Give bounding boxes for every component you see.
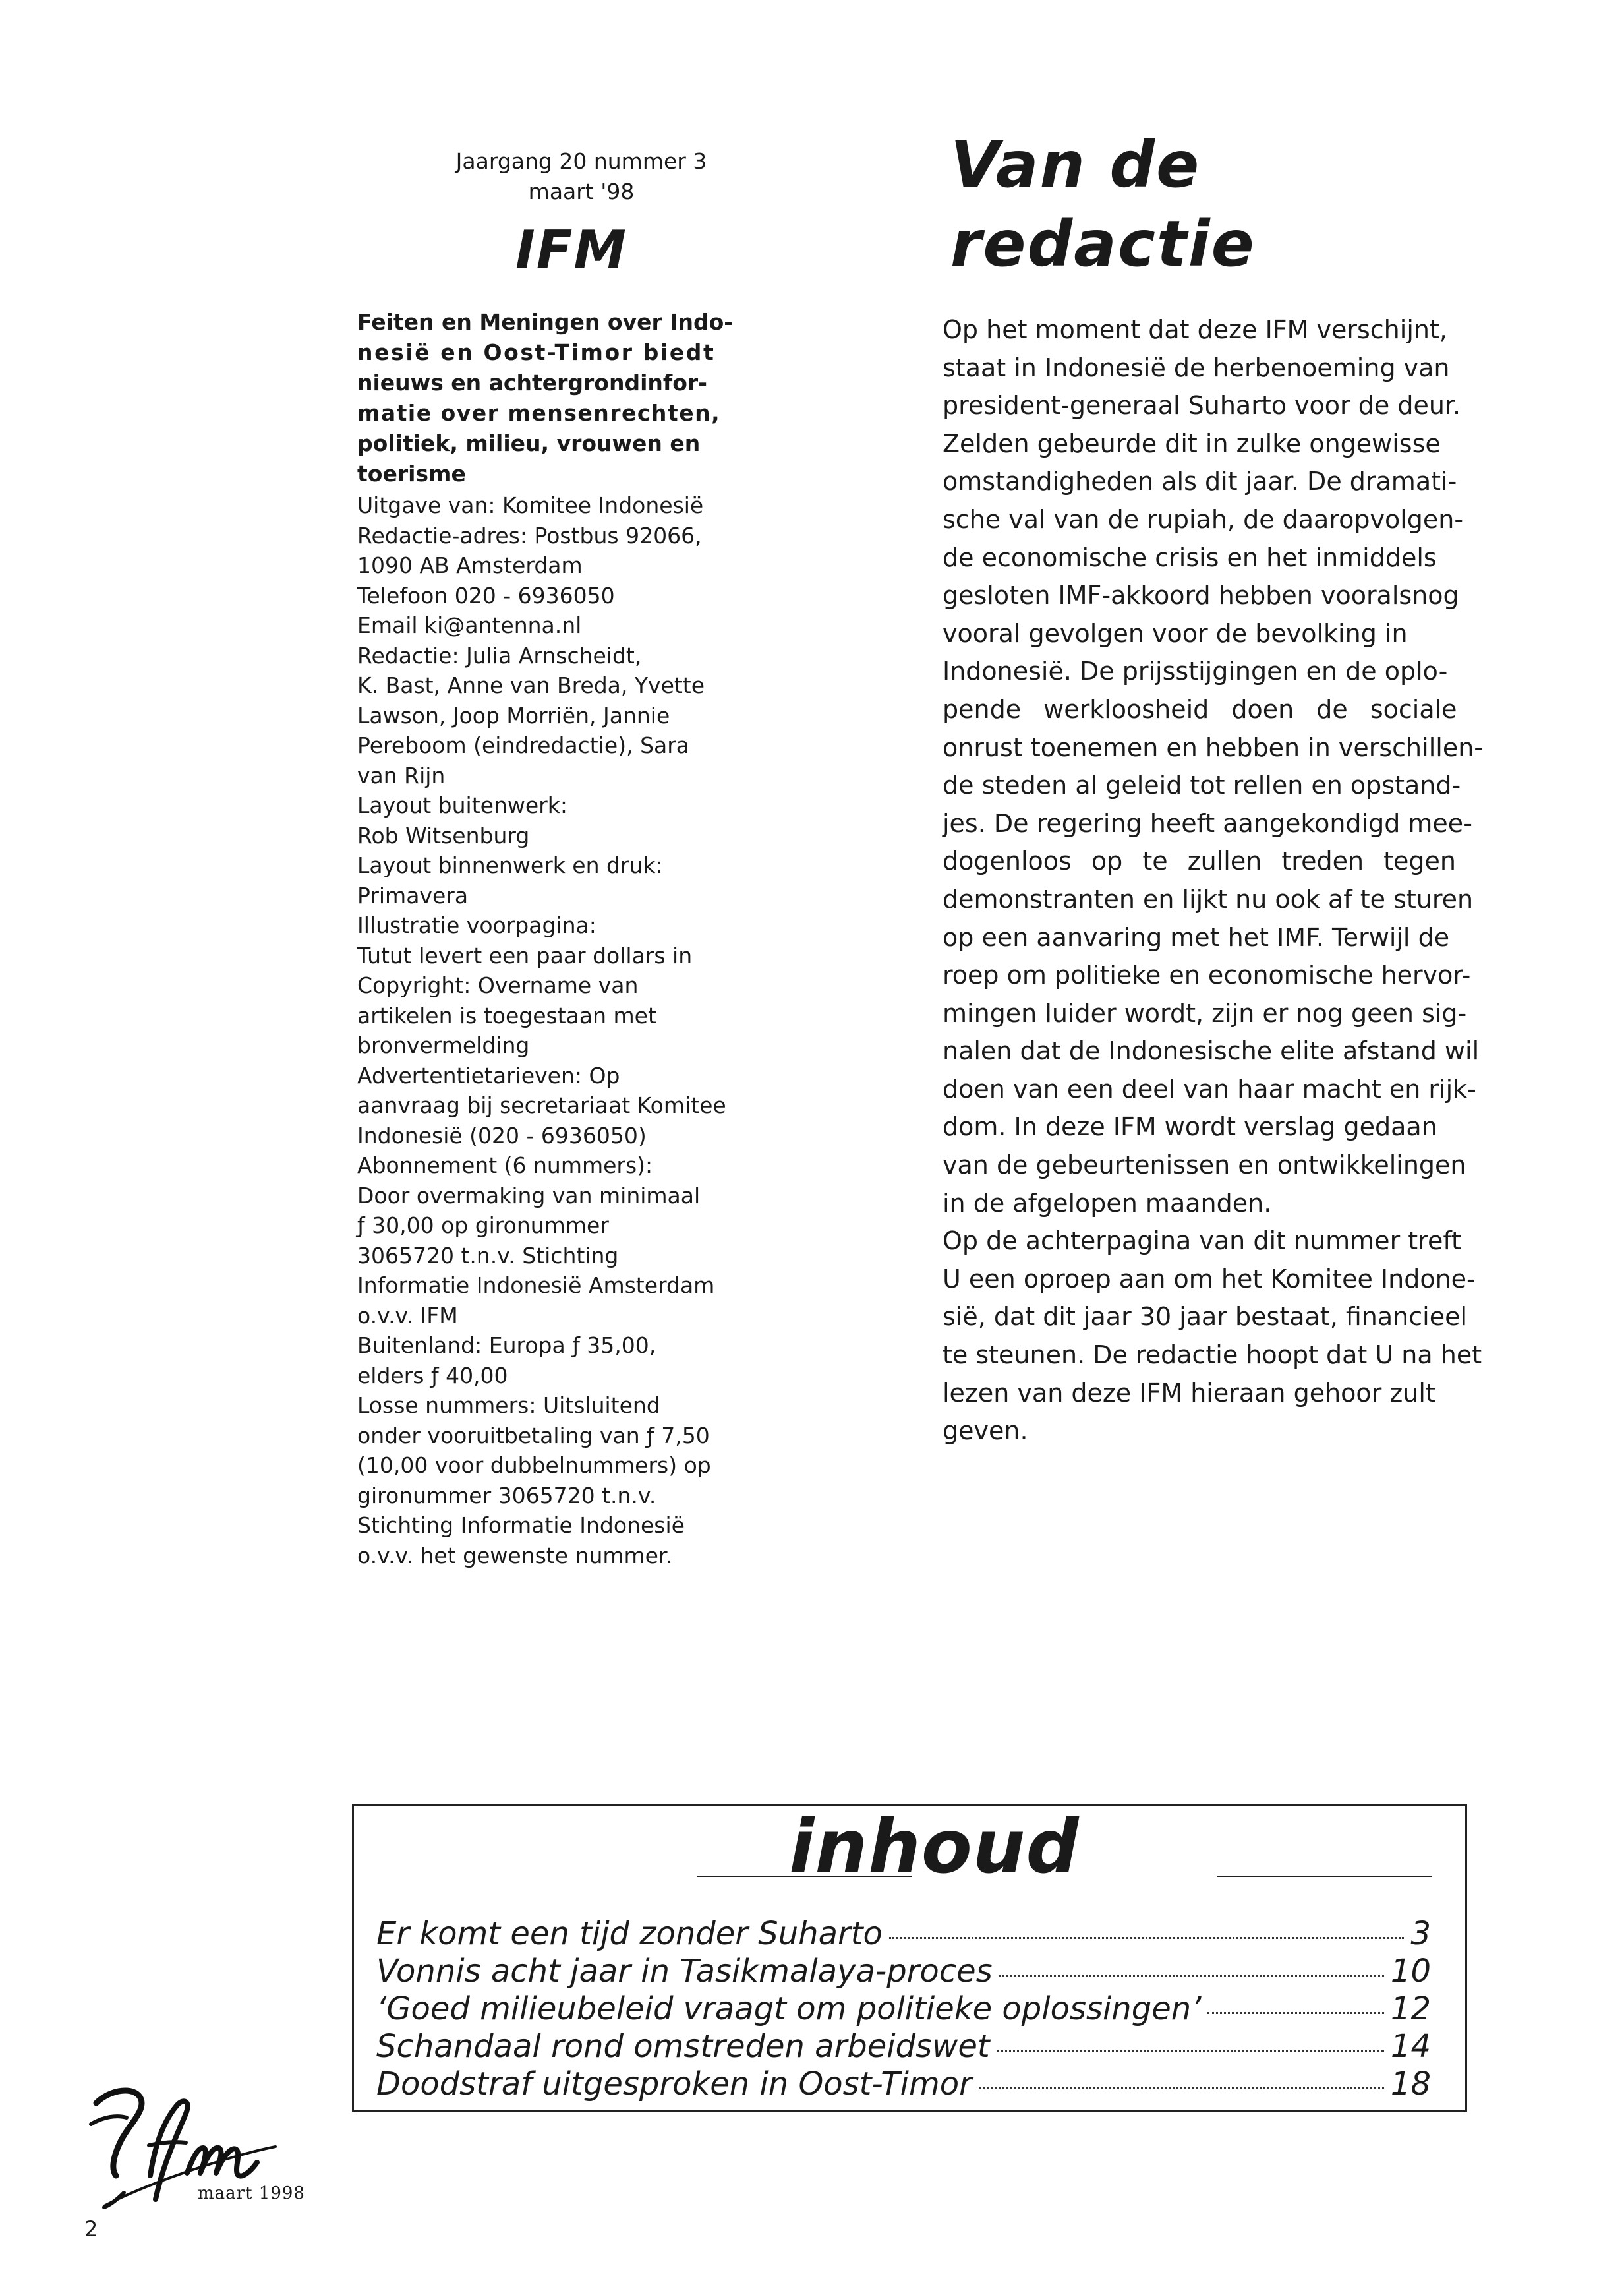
editorial-title: Van de redactie	[950, 128, 1256, 281]
issue-date: maart '98	[528, 179, 635, 204]
toc-item[interactable]	[376, 2028, 1431, 2066]
colophon-lead	[357, 307, 746, 489]
colophon-line: o.v.v. IFM	[357, 1302, 458, 1328]
colophon-line: van Rijn	[357, 762, 446, 788]
toc-leader	[999, 1975, 1384, 1977]
colophon-line: Stichting Informatie Indonesië	[357, 1512, 685, 1538]
colophon-line: aanvraag bij secretariaat Komitee	[357, 1092, 726, 1118]
toc-item-page: 18	[1390, 2066, 1431, 2102]
editorial-line: omstandigheden als dit jaar. De dramati-	[942, 467, 1457, 496]
colophon-line: ƒ 30,00 op gironummer	[357, 1212, 609, 1238]
editorial-line: president-generaal Suharto voor de deur.	[942, 391, 1461, 421]
editorial-line: van de gebeurtenissen en ontwikkelingen	[942, 1150, 1466, 1180]
editorial-line: jes. De regering heeft aangekondigd mee-	[942, 808, 1472, 838]
editorial-line: geven.	[942, 1416, 1028, 1446]
lead-line: nieuws en achtergrondinfor-	[357, 370, 707, 396]
toc-item[interactable]	[376, 1915, 1431, 1953]
colophon-details	[357, 490, 746, 1570]
editorial-line: nalen dat de Indonesische elite afstand wil	[942, 1036, 1480, 1066]
colophon-line: Advertentietarieven: Op	[357, 1062, 620, 1088]
colophon-line: Primavera	[357, 882, 469, 908]
colophon-line: Informatie Indonesië Amsterdam	[357, 1272, 715, 1298]
editorial-line: de economische crisis en het inmiddels	[942, 543, 1437, 572]
editorial-line: gesloten IMF-akkoord hebben vooralsnog	[942, 581, 1459, 610]
masthead: IFM	[515, 220, 628, 281]
editorial-line: op een aanvaring met het IMF. Terwijl de	[942, 922, 1450, 952]
toc-item-page: 10	[1390, 1953, 1431, 1990]
colophon-line: Rob Witsenburg	[357, 822, 530, 848]
colophon-line: Redactie-adres: Postbus 92066,	[357, 522, 702, 549]
editorial-line: Op de achterpagina van dit nummer treft	[942, 1226, 1461, 1256]
colophon-line: 1090 AB Amsterdam	[357, 552, 583, 578]
toc-item-title: ‘Goed milieubeleid vraagt om politieke oplossingen’	[376, 1990, 1202, 2027]
footer-date: maart 1998	[198, 2184, 305, 2203]
editorial-line: mingen luider wordt, zijn er nog geen sig-	[942, 998, 1467, 1028]
colophon-line: Door overmaking van minimaal	[357, 1182, 701, 1208]
colophon-line: Abonnement (6 nummers):	[357, 1152, 653, 1178]
lead-line: matie over mensenrechten,	[357, 400, 721, 426]
editorial-line: vooral gevolgen voor de bevolking in	[942, 618, 1408, 648]
toc-item-page: 3	[1410, 1915, 1431, 1952]
toc-leader	[889, 1937, 1405, 1939]
lead-line: politiek, milieu, vrouwen en	[357, 431, 701, 456]
toc-item[interactable]	[376, 1990, 1431, 2028]
colophon-line: Tutut levert een paar dollars in	[357, 942, 693, 968]
colophon-line: artikelen is toegestaan met	[357, 1002, 656, 1028]
editorial-line: sche val van de rupiah, de daaropvolgen-	[942, 504, 1464, 534]
colophon-line: Indonesië (020 - 6936050)	[357, 1122, 647, 1148]
colophon-line: Buitenland: Europa ƒ 35,00,	[357, 1332, 656, 1358]
toc-item-page: 14	[1390, 2028, 1431, 2065]
toc-item-title: Doodstraf uitgesproken in Oost-Timor	[376, 2066, 972, 2102]
toc-leader	[1207, 2012, 1384, 2014]
contents-heading: inhoud	[789, 1804, 1080, 1890]
toc-item-title: Vonnis acht jaar in Tasikmalaya-proces	[376, 1953, 993, 1990]
toc-list	[376, 1915, 1431, 2103]
lead-line: toerisme	[357, 461, 466, 487]
editorial-line: Op het moment dat deze IFM verschijnt,	[942, 315, 1447, 344]
editorial-line: onrust toenemen en hebben in verschillen-	[942, 732, 1483, 762]
colophon-line: o.v.v. het gewenste nummer.	[357, 1542, 672, 1568]
lead-line: nesië en Oost-Timor biedt	[357, 340, 716, 365]
editorial-line: staat in Indonesië de herbenoeming van	[942, 353, 1450, 382]
editorial-line: dogenloos op te zullen treden tegen	[942, 847, 1456, 876]
contents-heading-wrap	[354, 1806, 1465, 1897]
editorial-line: te steunen. De redactie hoopt dat U na het	[942, 1340, 1482, 1370]
colophon-line: (10,00 voor dubbelnummers) op	[357, 1452, 711, 1478]
colophon-line: Losse nummers: Uitsluitend	[357, 1392, 660, 1418]
lead-line: Feiten en Meningen over Indo-	[357, 309, 733, 335]
page-number: 2	[84, 2216, 98, 2242]
editorial-line: pende werkloosheid doen de sociale	[942, 694, 1457, 724]
colophon-line: elders ƒ 40,00	[357, 1362, 508, 1388]
editorial-line: demonstranten en lijkt nu ook af te sturen	[942, 884, 1474, 914]
toc-item-title: Er komt een tijd zonder Suharto	[376, 1915, 883, 1952]
contents-box	[352, 1804, 1467, 2112]
toc-leader	[979, 2087, 1384, 2089]
colophon-line: onder vooruitbetaling van ƒ 7,50	[357, 1422, 710, 1448]
colophon-line: K. Bast, Anne van Breda, Yvette	[357, 672, 705, 698]
colophon-line: Illustratie voorpagina:	[357, 912, 596, 938]
colophon-line: Pereboom (eindredactie), Sara	[357, 732, 690, 758]
editorial-line: U een oproep aan om het Komitee Indone-	[942, 1264, 1476, 1293]
editorial-line: in de afgelopen maanden.	[942, 1188, 1272, 1218]
editorial	[942, 125, 1509, 1450]
colophon-email[interactable]: Email ki@antenna.nl	[357, 612, 582, 638]
colophon-line: Uitgave van: Komitee Indonesië	[357, 492, 704, 518]
editorial-line: lezen van deze IFM hieraan gehoor zult	[942, 1378, 1436, 1408]
editorial-line: roep om politieke en economische hervor-	[942, 961, 1471, 990]
colophon-line: Layout binnenwerk en druk:	[357, 852, 663, 878]
issue-line: Jaargang 20 nummer 3	[455, 148, 707, 174]
toc-item-page: 12	[1390, 1990, 1431, 2027]
editorial-body	[942, 311, 1509, 1450]
colophon-line: gironummer 3065720 t.n.v.	[357, 1482, 656, 1508]
editorial-line: sië, dat dit jaar 30 jaar bestaat, financieel	[942, 1302, 1468, 1332]
colophon-line: Layout buitenwerk:	[357, 792, 567, 818]
toc-item[interactable]	[376, 1953, 1431, 1990]
editorial-line: dom. In deze IFM wordt verslag gedaan	[942, 1112, 1437, 1142]
editorial-line: Indonesië. De prijsstijgingen en de oplo-	[942, 657, 1448, 686]
colophon-line: Lawson, Joop Morriën, Jannie	[357, 702, 670, 728]
toc-leader	[997, 2050, 1384, 2052]
toc-item[interactable]	[376, 2066, 1431, 2103]
colophon-line: 3065720 t.n.v. Stichting	[357, 1242, 619, 1268]
editorial-line: de steden al geleid tot rellen en opstand-	[942, 771, 1461, 800]
toc-item-title: Schandaal rond omstreden arbeidswet	[376, 2028, 990, 2065]
colophon	[357, 146, 746, 1570]
colophon-line: Telefoon 020 - 6936050	[357, 582, 615, 609]
editorial-line: Zelden gebeurde dit in zulke ongewisse	[942, 429, 1441, 458]
editorial-line: doen van een deel van haar macht en rijk-	[942, 1074, 1476, 1104]
heading-rule-right	[1217, 1876, 1432, 1877]
colophon-line: bronvermelding	[357, 1032, 530, 1058]
colophon-line: Copyright: Overname van	[357, 972, 639, 998]
colophon-line: Redactie: Julia Arnscheidt,	[357, 642, 642, 669]
